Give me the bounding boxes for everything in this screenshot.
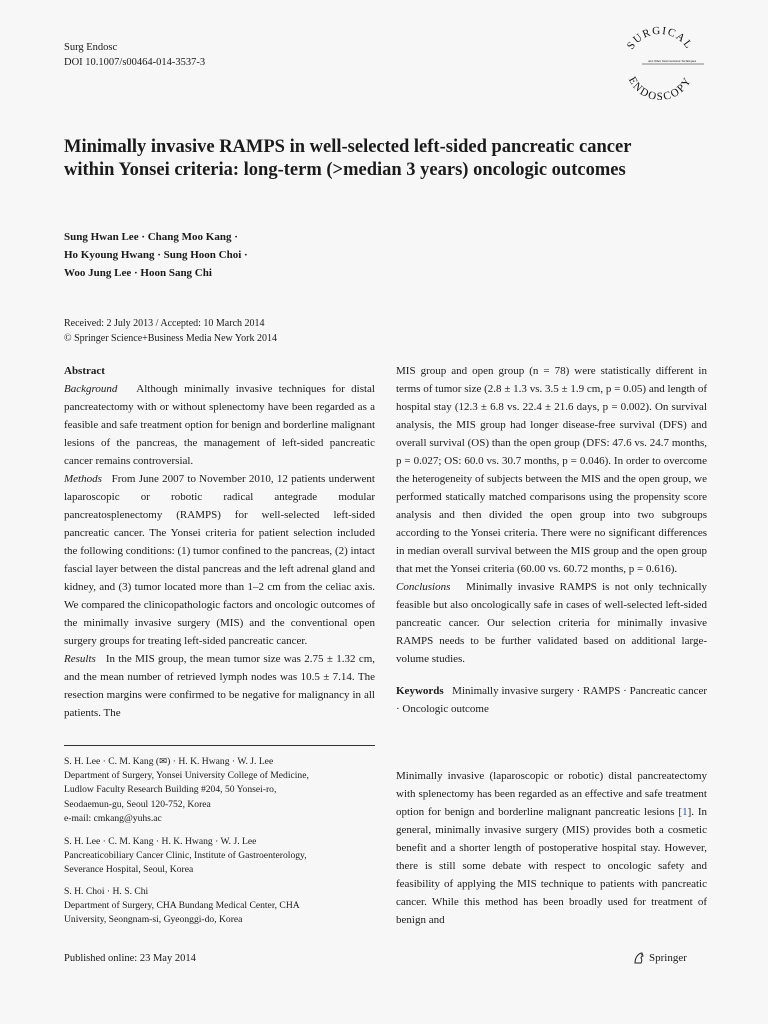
- doi[interactable]: DOI 10.1007/s00464-014-3537-3: [64, 57, 206, 68]
- affiliation-divider: [64, 745, 375, 746]
- copyright-notice: © Springer Science+Business Media New York 2014: [64, 333, 277, 344]
- background-label: Background: [64, 383, 118, 395]
- affiliation-line: Ludlow Faculty Research Building #204, 50 Yonsei-ro,: [64, 784, 277, 796]
- methods-text: From June 2007 to November 2010, 12 patients underwent laparoscopic or robotic radical antegrade modular pancreatosplenectomy (RAMPS) for well-selected left-sided pancreatic cancer. The Yonsei criteria for patient selection included the following conditions: (1) tumor confined to the pancreas, (2) intact fascial layer between the distal pancreas and the left adrenal gland and kidney, and (3) tumor located more than 1–2 cm from the celiac axis. We compared the clinicopathologic factors and oncologic outcomes of the minimally invasive surgery (MIS) and the conventional open surgery groups for treating left-sided pancreatic cancer.: [64, 473, 375, 647]
- keywords-label: Keywords: [396, 685, 444, 697]
- affiliation-names: S. H. Lee · C. M. Kang · H. K. Hwang · W. J. Lee: [64, 836, 257, 847]
- intro-text-after: ]. In general, minimally invasive surgery (MIS) provides both a cosmetic benefit and a shorter length of postoperative hospital stay. However, there is still some debate with respect to oncologic safety and feasibility of applying the MIS technique to patients with pancreatic cancer. While this method has been broadly used for treatment of benign and: [396, 806, 708, 926]
- received-accepted: Received: 2 July 2013 / Accepted: 10 March 2014: [64, 318, 265, 329]
- affiliation-line: Department of Surgery, Yonsei University College of Medicine,: [64, 770, 309, 782]
- conclusions-label: Conclusions: [396, 581, 451, 593]
- surgical-endoscopy-logo-icon: [612, 14, 708, 110]
- corresponding-email[interactable]: e-mail: cmkang@yuhs.ac: [64, 812, 162, 824]
- introduction-paragraph: [396, 767, 707, 929]
- author-line[interactable]: Woo Jung Lee · Hoon Sang Chi: [64, 267, 212, 279]
- abstract-heading: Abstract: [64, 365, 105, 377]
- affiliation-names: S. H. Lee · C. M. Kang (✉) · H. K. Hwang · W. J. Lee: [64, 756, 274, 767]
- affiliation-line: Pancreaticobiliary Cancer Clinic, Institute of Gastroenterology,: [64, 850, 307, 862]
- abstract-right-column: [396, 362, 707, 718]
- results-label: Results: [64, 653, 96, 665]
- author-list: [64, 228, 364, 282]
- affiliation-line: Severance Hospital, Seoul, Korea: [64, 864, 194, 876]
- results-text: In the MIS group, the mean tumor size was 2.75 ± 1.32 cm, and the mean number of retrieved lymph nodes was 10.5 ± 7.14. The resection margins were confirmed to be negative for malignancy in all patients. The: [64, 653, 376, 719]
- abstract-conclusions: [396, 578, 707, 668]
- publisher-name: Springer: [649, 952, 687, 964]
- logo-middle-text: and Other Interventional Techniques: [648, 59, 697, 63]
- svg-text:ENDOSCOPY: [626, 75, 694, 103]
- conclusions-text: Minimally invasive RAMPS is not only technically feasible but also oncologically safe in cases of well-selected left-sided pancreatic cancer. Our selection criteria for minimally invasive RAMPS needs to be further validated based on additional large-volume studies.: [396, 581, 708, 665]
- keywords: [396, 682, 707, 718]
- affiliation-block: [64, 835, 375, 878]
- springer-horse-icon: [632, 951, 646, 965]
- affiliation-line: Department of Surgery, CHA Bundang Medical Center, CHA: [64, 900, 300, 912]
- abstract-background: [64, 380, 375, 470]
- abstract-methods: [64, 470, 375, 650]
- background-text: Although minimally invasive techniques for distal pancreatectomy with or without splenectomy have been regarded as a feasible and safe treatment option for benign and borderline malignant lesions of the pancreas, the management of left-sided pancreatic cancer remains controversial.: [64, 383, 375, 467]
- intro-text-before: Minimally invasive (laparoscopic or robotic) distal pancreatectomy with splenectomy has been regarded as an effective and safe treatment option for benign and borderline malignant pancreatic lesions [: [396, 770, 707, 818]
- article-title: Minimally invasive RAMPS in well-selected left-sided pancreatic cancer within Yonsei criteria: long-term (>median 3 years) oncologic outcomes: [64, 137, 632, 180]
- abstract-results: [64, 650, 375, 722]
- svg-text:SURGICAL: [625, 25, 695, 52]
- author-line[interactable]: Ho Kyoung Hwang · Sung Hoon Choi ·: [64, 249, 248, 261]
- affiliation-line: Seodaemun-gu, Seoul 120-752, Korea: [64, 798, 211, 810]
- affiliation-block: [64, 755, 375, 826]
- journal-name: Surg Endosc: [64, 42, 118, 53]
- results-continued: MIS group and open group (n = 78) were statistically different in terms of tumor size (2.8 ± 1.3 vs. 3.5 ± 1.9 cm, p = 0.05) and length of hospital stay (12.3 ± 6.8 vs. 22.4 ± 21.6 days, p = 0.002). On survival analysis, the MIS group had longer disease-free survival (DFS) and overall survival (OS) than the open group (DFS: 47.6 vs. 24.7 months, p = 0.027; OS: 60.0 vs. 30.7 months, p = 0.046). In order to overcome the heterogeneity of subjects between the MIS and the open group, we performed statically matched comparisons using the propensity score analysis and then divided the open group into two subgroups according to the Yonsei criteria. There were no significant differences in median overall survival between the MIS group and the open group that met the Yonsei criteria (60.00 vs. 60.72 months, p = 0.616).: [396, 365, 707, 575]
- citation-link[interactable]: 1: [682, 806, 688, 818]
- keywords-text: Minimally invasive surgery · RAMPS · Pancreatic cancer · Oncologic outcome: [396, 685, 708, 715]
- article-dates: [64, 316, 384, 346]
- affiliation-names: S. H. Choi · H. S. Chi: [64, 886, 149, 897]
- logo-top-text: SURGICAL: [624, 24, 696, 52]
- affiliation-line: University, Seongnam-si, Gyeonggi-do, Korea: [64, 914, 243, 926]
- logo-bottom-text: ENDOSCOPY: [625, 74, 695, 104]
- journal-header: [64, 40, 205, 70]
- methods-label: Methods: [64, 473, 102, 485]
- author-line[interactable]: Sung Hwan Lee · Chang Moo Kang ·: [64, 231, 238, 243]
- abstract-left-column: [64, 362, 375, 722]
- published-online: Published online: 23 May 2014: [64, 953, 196, 964]
- springer-logo: [632, 951, 687, 965]
- affiliation-block: [64, 885, 375, 928]
